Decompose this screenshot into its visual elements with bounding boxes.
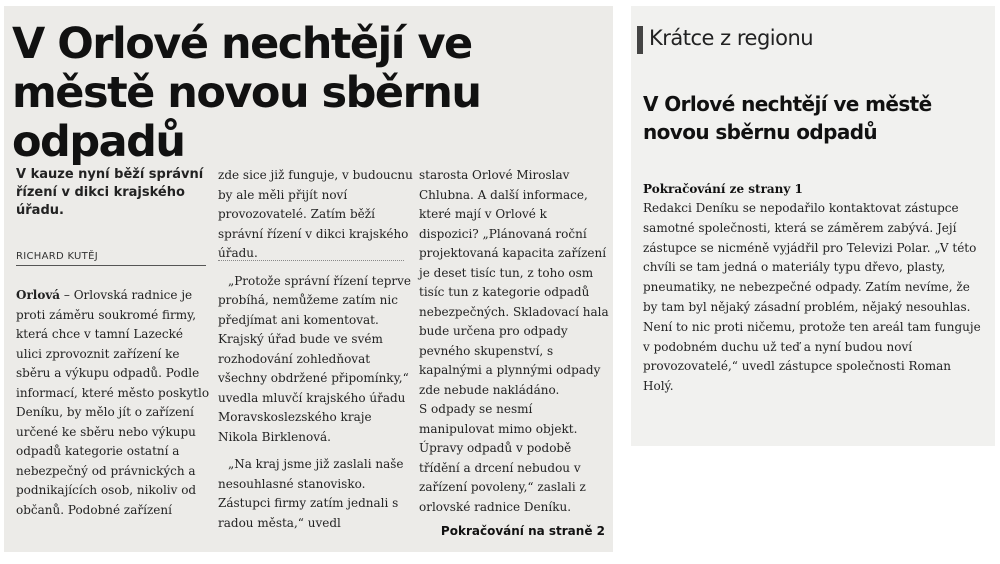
continuation-body: Redakci Deníku se nepodařilo kontaktovat zástupce samotné společnosti, která se záměrem zabývá. Její zástupce se nicméně vyjádřil pro Televizi Polar. „V této chvíli se tam jedná o materiály typu dřevo, plasty, pneumatiky, ne nebezpečné odpady. Zatím nevíme, že by tam byl nějaký zásadní problém, nějaký nesouhlas. Není to nic proti ničemu, protože ten areál tam funguje v podobném duchu už teď a nyní budou noví provozovatelé,“ uvedl zástupce společnosti Roman Holý.	[643, 201, 981, 394]
article-author: RICHARD KUTĚJ	[16, 251, 206, 266]
continuation-headline: V Orlové nechtějí ve městě novou sběrnu odpadů	[643, 92, 932, 144]
article-paragraph: „Na kraj jsme již zaslali naše nesouhlasné stanovisko. Zástupci firmy zatím jednali s radou města,“ uvedl	[218, 457, 404, 530]
article-dateline: Orlová	[16, 288, 61, 302]
article-headline: V Orlové nechtějí ve městě novou sběrnu odpadů	[12, 19, 481, 167]
continued-from-page: Pokračování ze strany 1	[643, 182, 803, 196]
article-paragraph: zde sice již funguje, v budoucnu by ale měli přijít noví provozovatelé. Zatím běží správní řízení v dikci krajského úřadu.	[218, 168, 413, 260]
article-lead-paragraph	[16, 286, 212, 520]
article-paragraph: S odpady se nesmí manipulovat mimo objekt. Úpravy odpadů v podobě třídění a drcení nebudou v zařízení povoleny,“ zaslali z orlovské radnice Deníku.	[419, 402, 586, 514]
newspaper-clipping-continuation	[631, 6, 995, 446]
article-paragraph: starosta Orlové Miroslav Chlubna. A další informace, které mají v Orlové k dispozici? „Plánovaná roční projektovaná kapacita zařízení je deset tisíc tun, z toho osm tisíc tun z kategorie odpadů nebezpečných. Skladovací hala bude určena pro odpady pevného skupenství, s kapalnými a plynnými odpady zde nebude nakládáno.	[419, 168, 609, 397]
rubric-title: Krátce z regionu	[649, 26, 814, 50]
article-column-1	[16, 286, 212, 520]
article-perex: V kauze nyní běží správní řízení v dikci krajského úřadu.	[16, 167, 204, 218]
column-separator	[218, 260, 404, 261]
rubric-bar-icon	[637, 26, 643, 54]
article-paragraph: „Protože správní řízení teprve probíhá, nemůžeme zatím nic předjímat ani komentovat. Krajský úřad bude ve svém rozhodování zohledňovat všechny obdržené připomínky,“ uvedla mluvčí krajského úřadu Moravskoslezského kraje Nikola Birklenová.	[218, 273, 412, 444]
article-column-2	[218, 166, 414, 533]
newspaper-clipping-main	[4, 6, 613, 552]
continued-on-page: Pokračování na straně 2	[440, 524, 605, 538]
article-lead-text: – Orlovská radnice je proti záměru soukromé firmy, která chce v tamní Lazecké ulici zprovoznit zařízení ke sběru a výkupu odpadů. Podle informací, které město poskytlo Deníku, by mělo jít o zařízení určené ke sběru nebo výkupu odpadů kategorie ostatní a nebezpečný od právnických a podnikajících osob, nikoliv od občanů. Podobné zařízení	[16, 288, 210, 517]
article-column-3	[419, 166, 609, 517]
